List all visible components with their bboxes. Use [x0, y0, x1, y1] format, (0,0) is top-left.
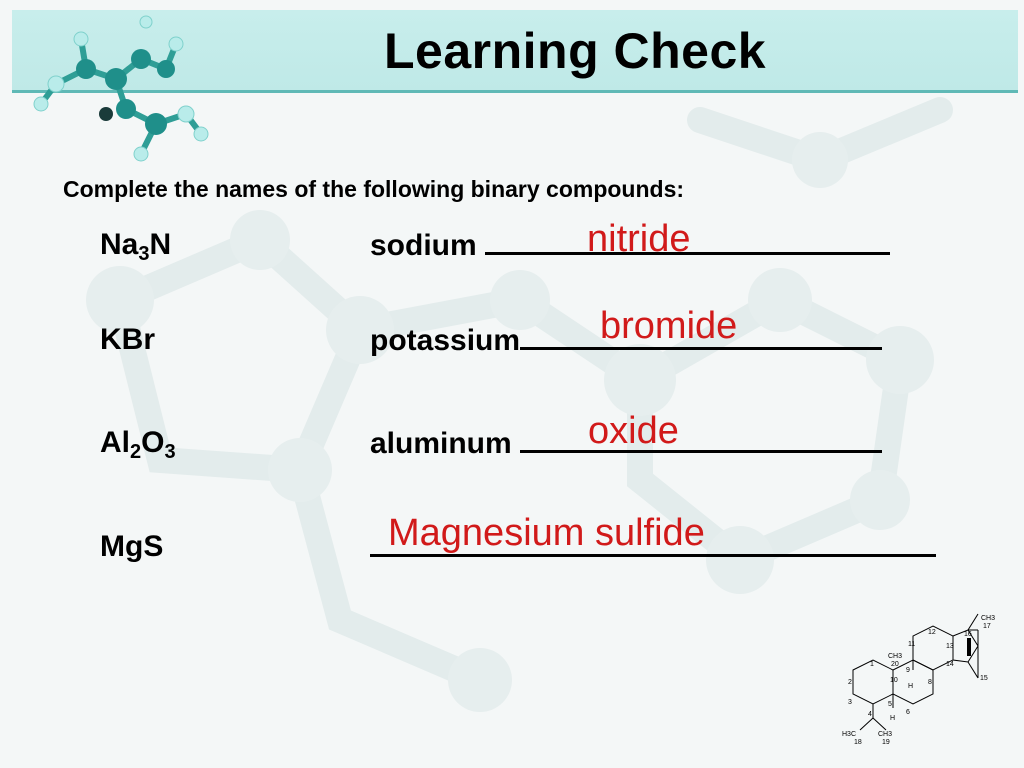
svg-text:2: 2 — [848, 679, 852, 686]
compound-row — [0, 218, 1024, 278]
instruction-text: Complete the names of the following binary compounds: — [63, 176, 685, 202]
svg-text:H: H — [908, 683, 914, 690]
svg-text:4: 4 — [868, 711, 872, 718]
svg-text:13: 13 — [946, 643, 954, 650]
svg-text:CH3: CH3 — [888, 653, 903, 660]
formula: MgS — [100, 530, 164, 563]
compound-row — [0, 305, 1024, 373]
formula: $Na_3N$ — [100, 228, 172, 265]
svg-text:6: 6 — [906, 709, 910, 716]
answer-text: bromide — [600, 305, 738, 347]
compound-row — [0, 410, 1024, 476]
svg-text:19: 19 — [882, 739, 890, 746]
svg-text:16: 16 — [964, 631, 972, 638]
svg-text:CH3: CH3 — [878, 731, 893, 738]
svg-text:9: 9 — [906, 667, 910, 674]
svg-text:8: 8 — [928, 679, 932, 686]
svg-text:H: H — [890, 715, 896, 722]
svg-text:3: 3 — [848, 699, 852, 706]
formula: $Al_2O_3$ — [100, 426, 176, 463]
svg-text:CH3: CH3 — [981, 615, 996, 622]
svg-text:12: 12 — [928, 629, 936, 636]
svg-text:11: 11 — [908, 641, 916, 648]
compound-row — [0, 512, 1024, 580]
answer-text: Magnesium sulfide — [388, 512, 705, 554]
steroid-structure-diagram — [838, 608, 1018, 758]
slide-title: Learning Check — [384, 23, 767, 79]
svg-text:1: 1 — [870, 661, 874, 668]
svg-text:20: 20 — [891, 661, 899, 668]
answer-text: nitride — [587, 218, 691, 260]
name-blank: potassium — [370, 323, 882, 358]
svg-text:18: 18 — [854, 739, 862, 746]
svg-text:10: 10 — [890, 677, 898, 684]
name-blank: aluminum — [370, 426, 882, 461]
answer-text: oxide — [588, 410, 679, 452]
svg-text:17: 17 — [983, 623, 991, 630]
svg-text:H3C: H3C — [842, 731, 857, 738]
formula: KBr — [100, 323, 156, 356]
svg-text:5: 5 — [888, 701, 892, 708]
svg-text:15: 15 — [980, 675, 988, 682]
name-blank: sodium — [370, 228, 890, 263]
svg-text:14: 14 — [946, 661, 954, 668]
molecule-logo-icon — [26, 14, 216, 169]
